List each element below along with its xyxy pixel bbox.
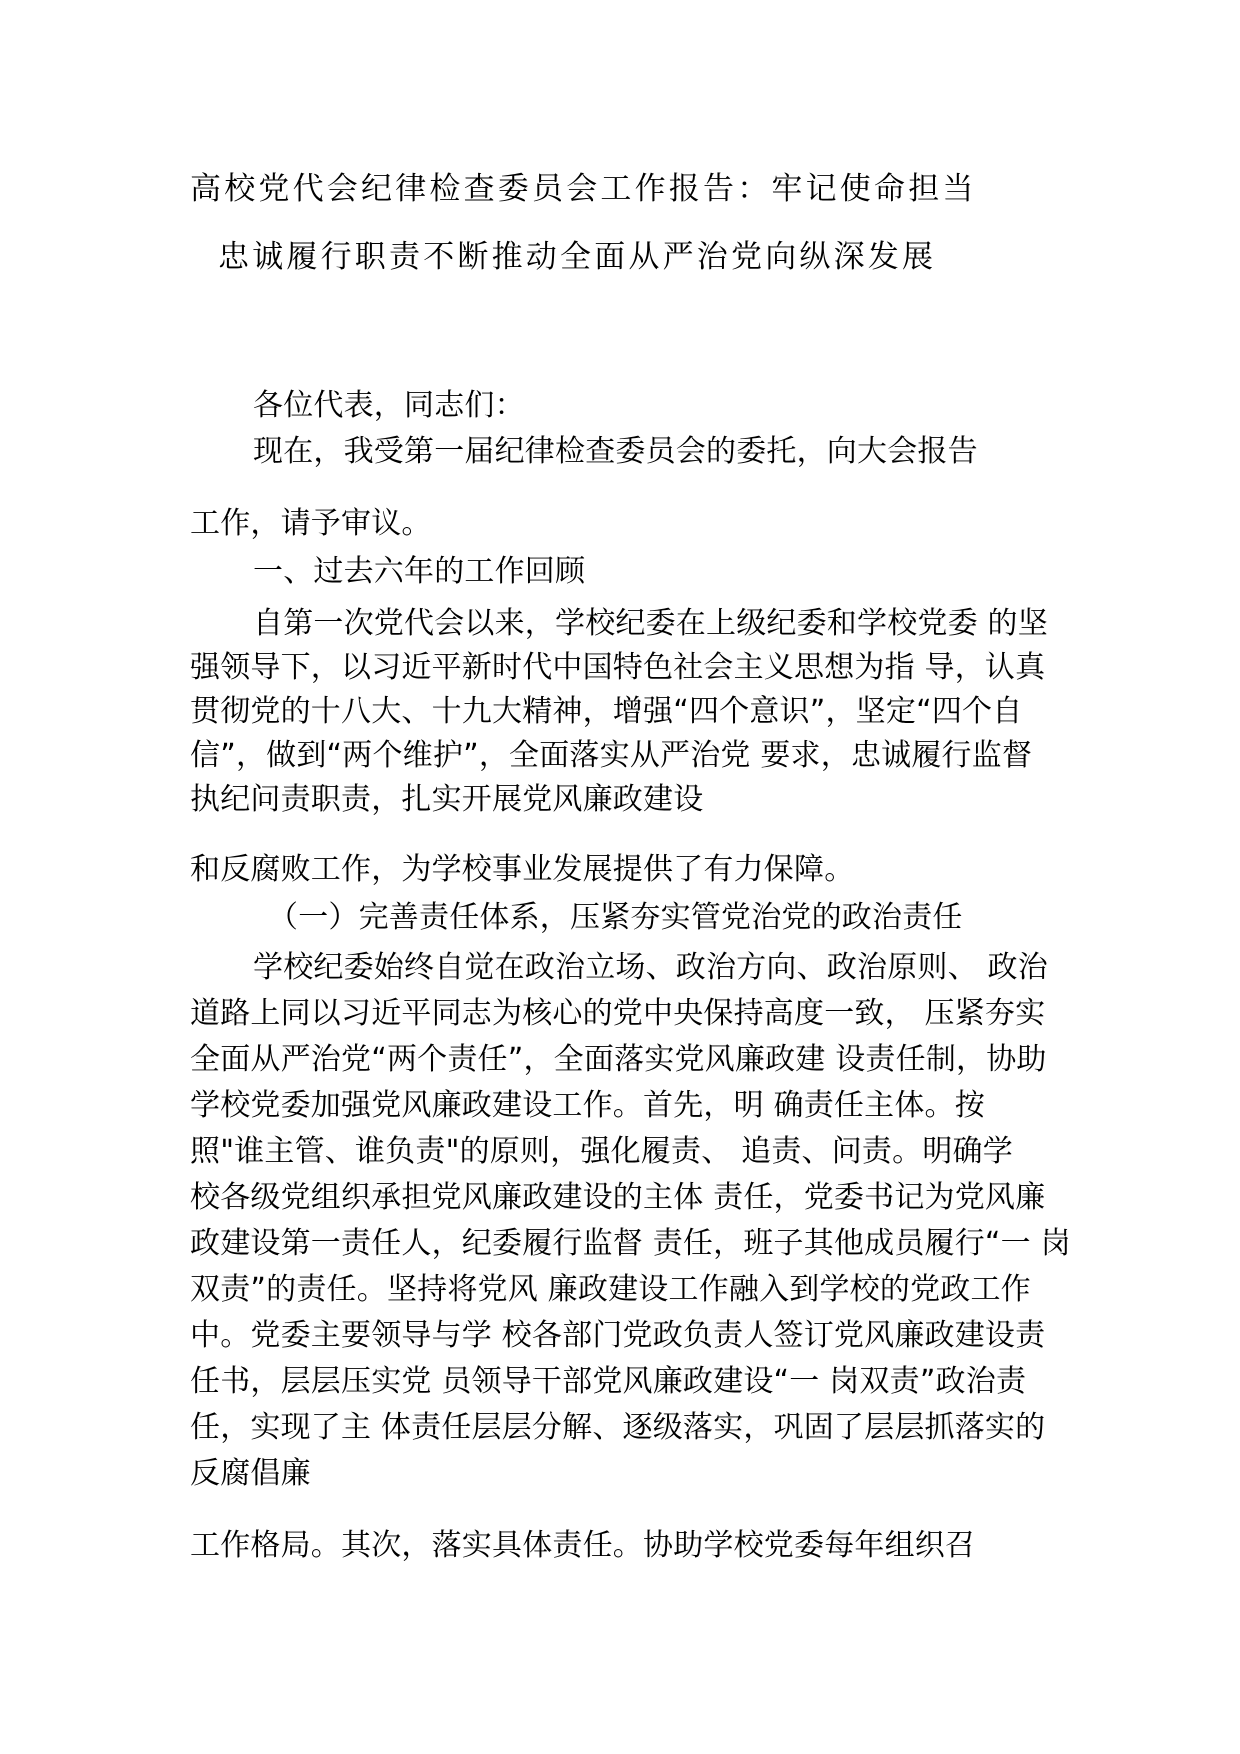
paragraph-line: 现在，我受第一届纪律检查委员会的委托，向大会报告: [253, 434, 978, 469]
paragraph-line: 任书，层层压实党 员领导干部党风廉政建设“一 岗双责”政治责: [190, 1364, 1027, 1399]
paragraph-line: 全面从严治党“两个责任”，全面落实党风廉政建 设责任制，协助: [190, 1042, 1047, 1077]
paragraph-line: 工作格局。其次，落实具体责任。协助学校党委每年组织召: [190, 1528, 976, 1563]
section-heading: 一、过去六年的工作回顾: [253, 554, 586, 589]
paragraph-line: 执纪问责职责，扎实开展党风廉政建设: [190, 782, 704, 817]
paragraph-line: 任，实现了主 体责任层层分解、逐级落实，巩固了层层抓落实的: [190, 1410, 1046, 1445]
paragraph-line: 工作，请予审议。: [190, 506, 432, 541]
paragraph-line: 双责”的责任。坚持将党风 廉政建设工作融入到学校的党政工作: [190, 1272, 1031, 1307]
document-title-line-2: 忠诚履行职责不断推动全面从严治党向纵深发展: [218, 239, 937, 275]
paragraph-line: 中。党委主要领导与学 校各部门党政负责人签订党风廉政建设责: [190, 1318, 1046, 1353]
paragraph-line: 政建设第一责任人，纪委履行监督 责任，班子其他成员履行“一 岗: [190, 1226, 1071, 1261]
paragraph-line: 和反腐败工作，为学校事业发展提供了有力保障。: [190, 852, 855, 887]
paragraph-line: 照"谁主管、谁负责"的原则，强化履责、 追责、问责。明确学: [190, 1134, 1013, 1169]
paragraph-line: 道路上同以习近平同志为核心的党中央保持高度一致， 压紧夯实: [190, 996, 1046, 1031]
paragraph-line: 强领导下，以习近平新时代中国特色社会主义思想为指 导，认真: [190, 650, 1046, 685]
paragraph-line: 学校党委加强党风廉政建设工作。首先，明 确责任主体。按: [190, 1088, 985, 1123]
salutation: 各位代表，同志们：: [253, 388, 525, 423]
paragraph-line: 反腐倡廉: [190, 1456, 311, 1491]
paragraph-line: 校各级党组织承担党风廉政建设的主体 责任，党委书记为党风廉: [190, 1180, 1046, 1215]
paragraph-line: 贯彻党的十八大、十九大精神，增强“四个意识”，坚定“四个自: [190, 694, 1023, 729]
paragraph-line: 信”，做到“两个维护”，全面落实从严治党 要求，忠诚履行监督: [190, 738, 1033, 773]
document-title-line-1: 高校党代会纪律检查委员会工作报告：牢记使命担当: [190, 171, 977, 207]
paragraph-line: 学校纪委始终自觉在政治立场、政治方向、政治原则、 政治: [253, 950, 1048, 985]
subsection-heading: （一）完善责任体系，压紧夯实管党治党的政治责任: [268, 900, 963, 935]
paragraph-line: 自第一次党代会以来，学校纪委在上级纪委和学校党委 的坚: [253, 606, 1048, 641]
